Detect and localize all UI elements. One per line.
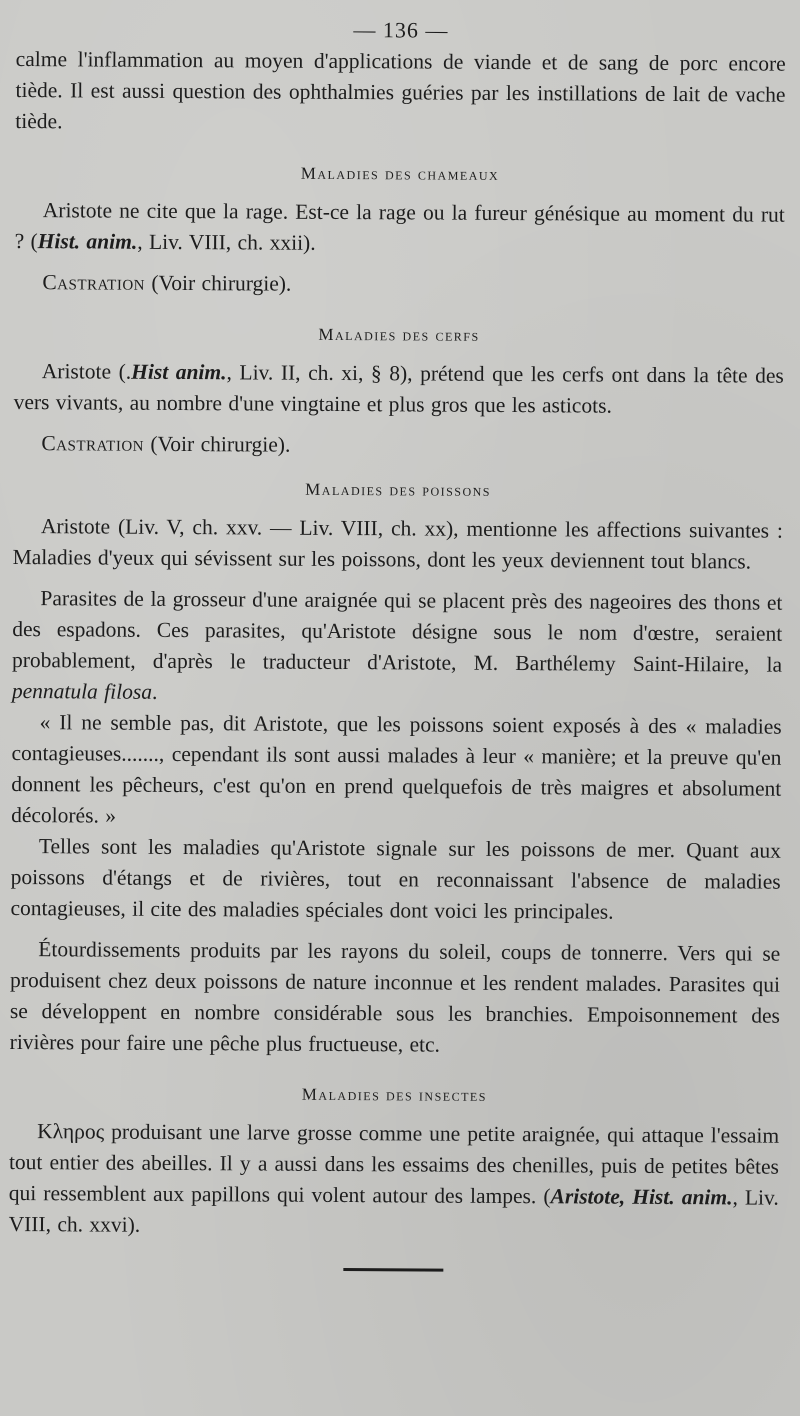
poissons-paragraph-3: Telles sont les maladies qu'Aristote signale sur les poissons de mer. Quant aux poissons d'étangs et de rivières, tout en reconnaissant l'absence de maladies contagieuses, il cite des maladies spéciales dont voici les principales. bbox=[10, 834, 781, 924]
cerfs-paragraph: Aristote (.Hist anim., Liv. II, ch. xi, § 8), prétend que les cerfs ont dans la tête des vers vivants, au nombre d'une vingtaine et plus gros que les asticots. bbox=[13, 359, 784, 418]
insectes-paragraph: Κληρος produisant une larve grosse comme une petite araignée, qui attaque l'essaim tout entier des abeilles. Il y a aussi dans les essaims des chenilles, puis de petites bêtes qui ressemblent aux papillons qui volent autour des lampes. (Aristote, Hist. anim., Liv. VIII, ch. xxvi). bbox=[8, 1119, 780, 1237]
poissons-paragraph-1: Aristote (Liv. V, ch. xxv. — Liv. VIII, ch. xx), mentionne les affections suivantes : Maladies d'yeux qui sévissent sur les poissons, dont les yeux deviennent tout blancs. bbox=[12, 514, 783, 574]
heading-poissons: Maladies des poissons bbox=[305, 479, 492, 500]
cerfs-reference: Hist anim. bbox=[131, 359, 227, 385]
heading-cerfs: Maladies des cerfs bbox=[318, 324, 480, 345]
poissons-paragraph-4: Étourdissements produits par les rayons du soleil, coups de tonnerre. Vers qui se produisent chez deux poissons de nature inconnue et les rendent malades. Parasites qui se développent en nombre considérable sous les branchies. Empoisonnement des rivières pour faire une pêche plus fructueuse, etc. bbox=[9, 937, 781, 1057]
heading-chameaux: Maladies des chameaux bbox=[300, 163, 500, 184]
book-page bbox=[8, 14, 786, 1409]
intro-paragraph: calme l'inflammation au moyen d'applications de viande et de sang de porc encore tiède. Il est aussi question des ophthalmies guéries par les instillations de lait de vache tiède. bbox=[15, 46, 786, 134]
heading-insectes: Maladies des insectes bbox=[301, 1084, 488, 1105]
pennatula-reference: pennatula filosa bbox=[11, 678, 153, 704]
cerfs-castration: Castration (Voir chirurgie). bbox=[41, 431, 291, 457]
castration-label: Castration bbox=[41, 431, 145, 456]
chameaux-paragraph: Aristote ne cite que la rage. Est-ce la rage ou la fureur génésique au moment du rut ? (Hist. anim., Liv. VIII, ch. xxii). bbox=[14, 198, 785, 255]
castration-label: Castration bbox=[42, 270, 146, 295]
chameaux-reference: Hist. anim. bbox=[37, 229, 138, 254]
chameaux-castration: Castration (Voir chirurgie). bbox=[42, 270, 292, 296]
poissons-quote: « Il ne semble pas, dit Aristote, que les poissons soient exposés à des « maladies contagieuses......., cependant ils sont aussi malades à leur « manière; et la preuve qu'en donnent les pêcheurs, c'est qu'on en prend quelquefois de très maigres et absolument décolorés. » bbox=[11, 710, 782, 828]
page-number: — 136 — bbox=[353, 17, 449, 43]
insectes-reference: Aristote, Hist. anim. bbox=[550, 1184, 733, 1210]
poissons-paragraph-2: Parasites de la grosseur d'une araignée qui se placent près des nageoires des thons et des espadons. Ces parasites, qu'Aristote désigne sous le nom d'œstre, seraient probablement, d'après le traducteur d'Aristote, M. Barthélemy Saint-Hilaire, la pennatula filosa. bbox=[11, 586, 783, 704]
end-rule bbox=[343, 1268, 443, 1272]
